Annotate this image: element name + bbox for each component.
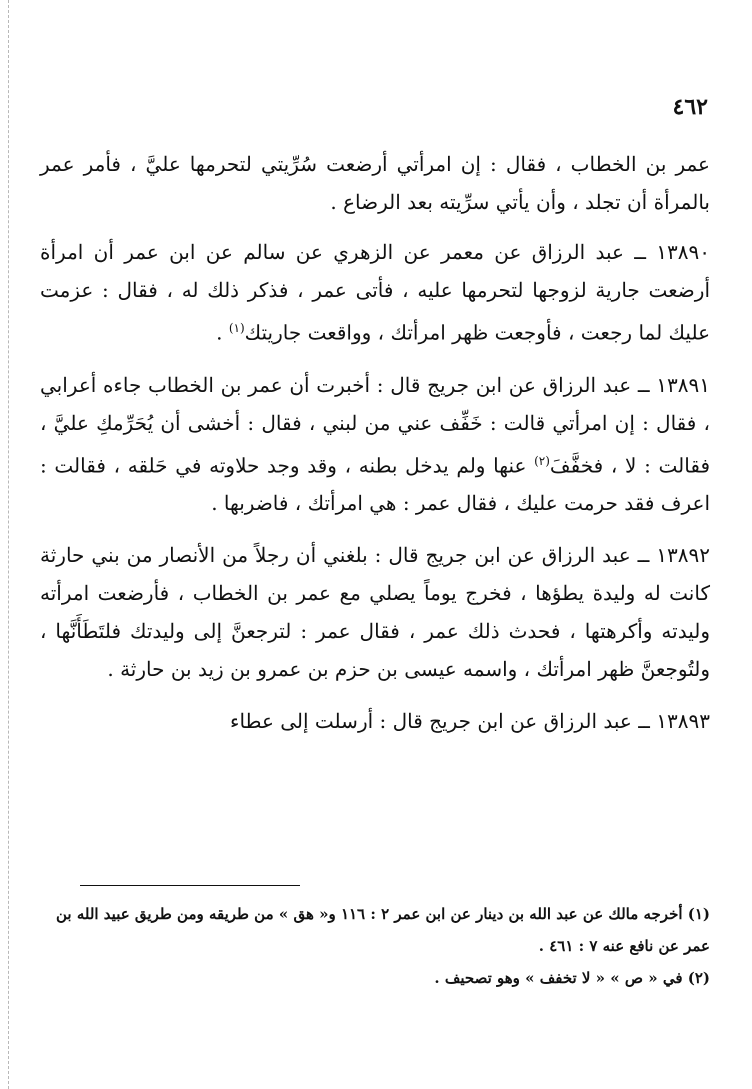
hadith-13891 <box>40 366 710 523</box>
footnote-1: (١) أخرجه مالك عن عبد الله بن دينار عن ابن عمر ٢ : ١١٦ و« هق » من طريقه ومن طريق عبيد الله بن عمر عن نافع عنه ٧ : ٤٦١ . <box>56 905 710 955</box>
hadith-13892 <box>40 536 710 688</box>
paragraph-text: ١٣٨٩٠ ــ عبد الرزاق عن معمر عن الزهري عن سالم عن ابن عمر أن امرأة أرضعت جارية لزوجها لتحرمها عليه ، فأتى عمر ، فذكر ذلك له ، فقال : عزمت عليك لما رجعت ، فأوجعت ظهر امرأتك ، وواقعت جاريتك <box>40 240 710 345</box>
page-number: ٤٦٢ <box>672 94 708 120</box>
paragraph-tail: . <box>216 320 229 345</box>
body-text <box>40 145 710 754</box>
footnote-marker[interactable]: (١) <box>228 321 245 335</box>
footnote-marker[interactable]: (٢) <box>534 453 550 468</box>
hadith-13890 <box>40 233 710 352</box>
paragraph-continuation <box>40 145 710 221</box>
paragraph-text: ١٣٨٩٣ ــ عبد الرزاق عن ابن جريج قال : أرسلت إلى عطاء <box>230 709 710 734</box>
paragraph-text: ١٣٨٩١ ــ عبد الرزاق عن ابن جريج قال : أخبرت أن عمر بن الخطاب جاءه أعرابي ، فقال : إن امرأتي قالت : خَفِّف عني من لبني ، فقال : أخشى أن يُحَرِّمكِ عليَّ ، فقالت : لا ، فخفَّفَ <box>40 372 711 478</box>
book-page <box>40 0 720 1089</box>
page-edge-rule <box>8 0 9 1089</box>
paragraph-tail: عنها ولم يدخل بطنه ، وقد وجد حلاوته في حَلقه ، فقالت : اعرف فقد حرمت عليك ، فقال عمر : هي امرأتك ، فاضربها . <box>40 453 710 516</box>
paragraph-text: ١٣٨٩٢ ــ عبد الرزاق عن ابن جريج قال : بلغني أن رجلاً من الأنصار من بني حارثة كانت له وليدة يطؤها ، فخرج يوماً يصلي مع عمر بن الخطاب ، فأرضعت امرأته وليدته وأكرهتها ، فحدث ذلك عمر ، فقال عمر : لترجعنَّ إلى وليدتك فلتَطَأَنَّها ، ولتُوجعنَّ ظهر امرأتك ، واسمه عيسى بن حزم بن عمرو بن زيد بن حارثة . <box>40 543 710 682</box>
hadith-13893 <box>40 702 710 740</box>
footnotes <box>40 898 710 994</box>
paragraph-text: عمر بن الخطاب ، فقال : إن امرأتي أرضعت سُرِّيتي لتحرمها عليَّ ، فأمر عمر بالمرأة أن تجلد ، وأن يأتي سرِّيته بعد الرضاع . <box>40 152 710 214</box>
footnote-divider <box>80 885 300 886</box>
footnote-2: (٢) في « ص » « لا تخفف » وهو تصحيف . <box>434 969 710 987</box>
